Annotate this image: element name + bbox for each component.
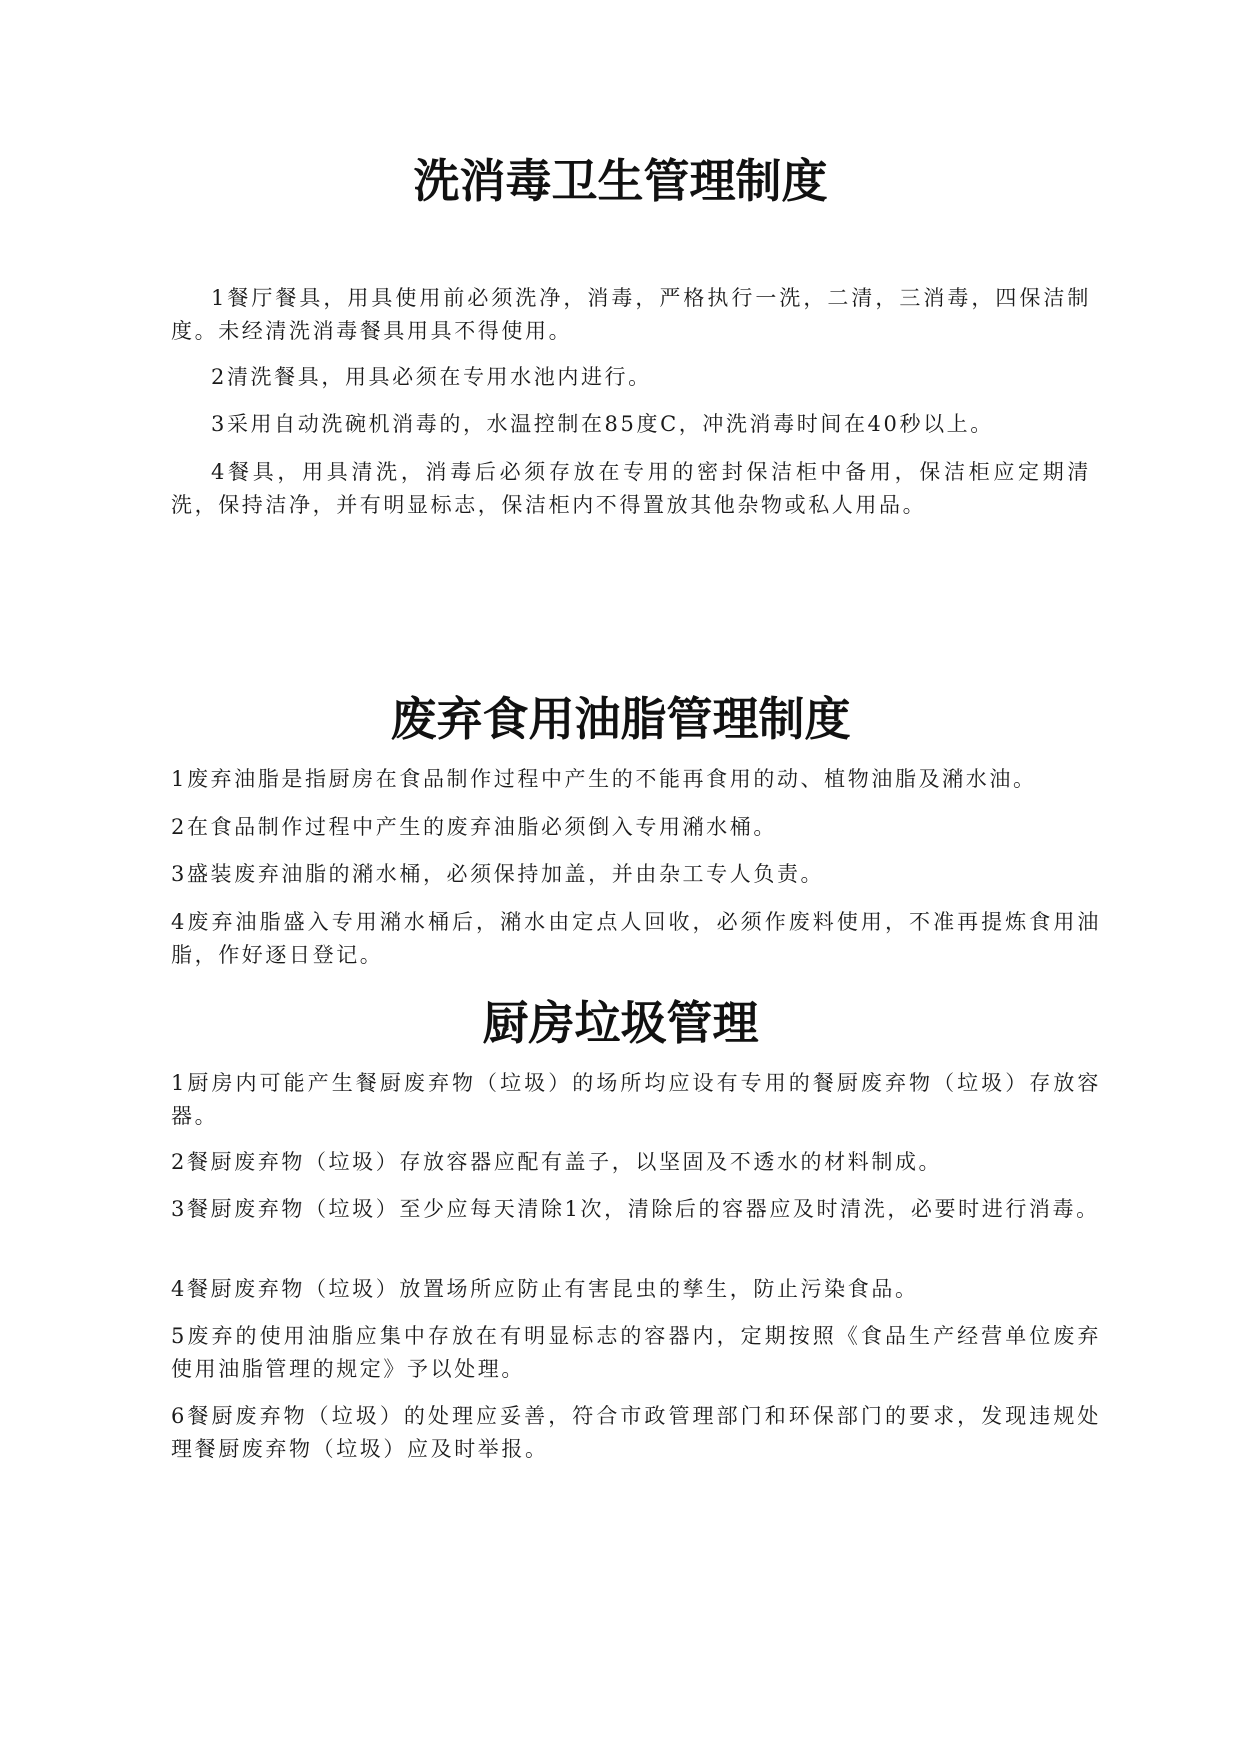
section2-paragraph-2: 2在食品制作过程中产生的废弃油脂必须倒入专用潲水桶。 <box>171 815 777 839</box>
section-title-kitchen-garbage: 厨房垃圾管理 <box>482 996 759 1050</box>
section-title-waste-oil: 废弃食用油脂管理制度 <box>390 692 851 746</box>
section1-paragraph-2: 2清洗餐具，用具必须在专用水池内进行。 <box>211 365 652 389</box>
section3-paragraph-3: 3餐厨废弃物（垃圾）至少应每天清除1次，清除后的容器应及时清洗，必要时进行消毒。 <box>171 1197 1100 1221</box>
section2-paragraph-3: 3盛装废弃油脂的潲水桶，必须保持加盖，并由杂工专人负责。 <box>171 862 825 886</box>
section1-paragraph-4: 4餐具，用具清洗，消毒后必须存放在专用的密封保洁柜中备用，保洁柜应定期清洗，保持洁净，并有明显标志，保洁柜内不得置放其他杂物或私人用品。 <box>171 460 1091 517</box>
section1-paragraph-1: 1餐厅餐具，用具使用前必须洗净，消毒，严格执行一洗，二清，三消毒，四保洁制度。未经清洗消毒餐具用具不得使用。 <box>171 286 1091 343</box>
section3-paragraph-1: 1厨房内可能产生餐厨废弃物（垃圾）的场所均应设有专用的餐厨废弃物（垃圾）存放容器。 <box>171 1071 1101 1128</box>
section1-paragraph-3: 3采用自动洗碗机消毒的，水温控制在85度C，冲洗消毒时间在40秒以上。 <box>211 412 994 436</box>
section3-paragraph-5: 5废弃的使用油脂应集中存放在有明显标志的容器内，定期按照《食品生产经营单位废弃使用油脂管理的规定》予以处理。 <box>171 1324 1101 1381</box>
section2-paragraph-4: 4废弃油脂盛入专用潲水桶后，潲水由定点人回收，必须作废料使用，不准再提炼食用油脂，作好逐日登记。 <box>171 910 1101 967</box>
section-title-dish-sanitation: 洗消毒卫生管理制度 <box>413 154 828 208</box>
section3-paragraph-6: 6餐厨废弃物（垃圾）的处理应妥善，符合市政管理部门和环保部门的要求，发现违规处理餐厨废弃物（垃圾）应及时举报。 <box>171 1404 1101 1461</box>
section3-paragraph-2: 2餐厨废弃物（垃圾）存放容器应配有盖子，以坚固及不透水的材料制成。 <box>171 1150 943 1174</box>
section3-paragraph-4: 4餐厨废弃物（垃圾）放置场所应防止有害昆虫的孳生，防止污染食品。 <box>171 1277 919 1301</box>
section2-paragraph-1: 1废弃油脂是指厨房在食品制作过程中产生的不能再食用的动、植物油脂及潲水油。 <box>171 767 1037 791</box>
